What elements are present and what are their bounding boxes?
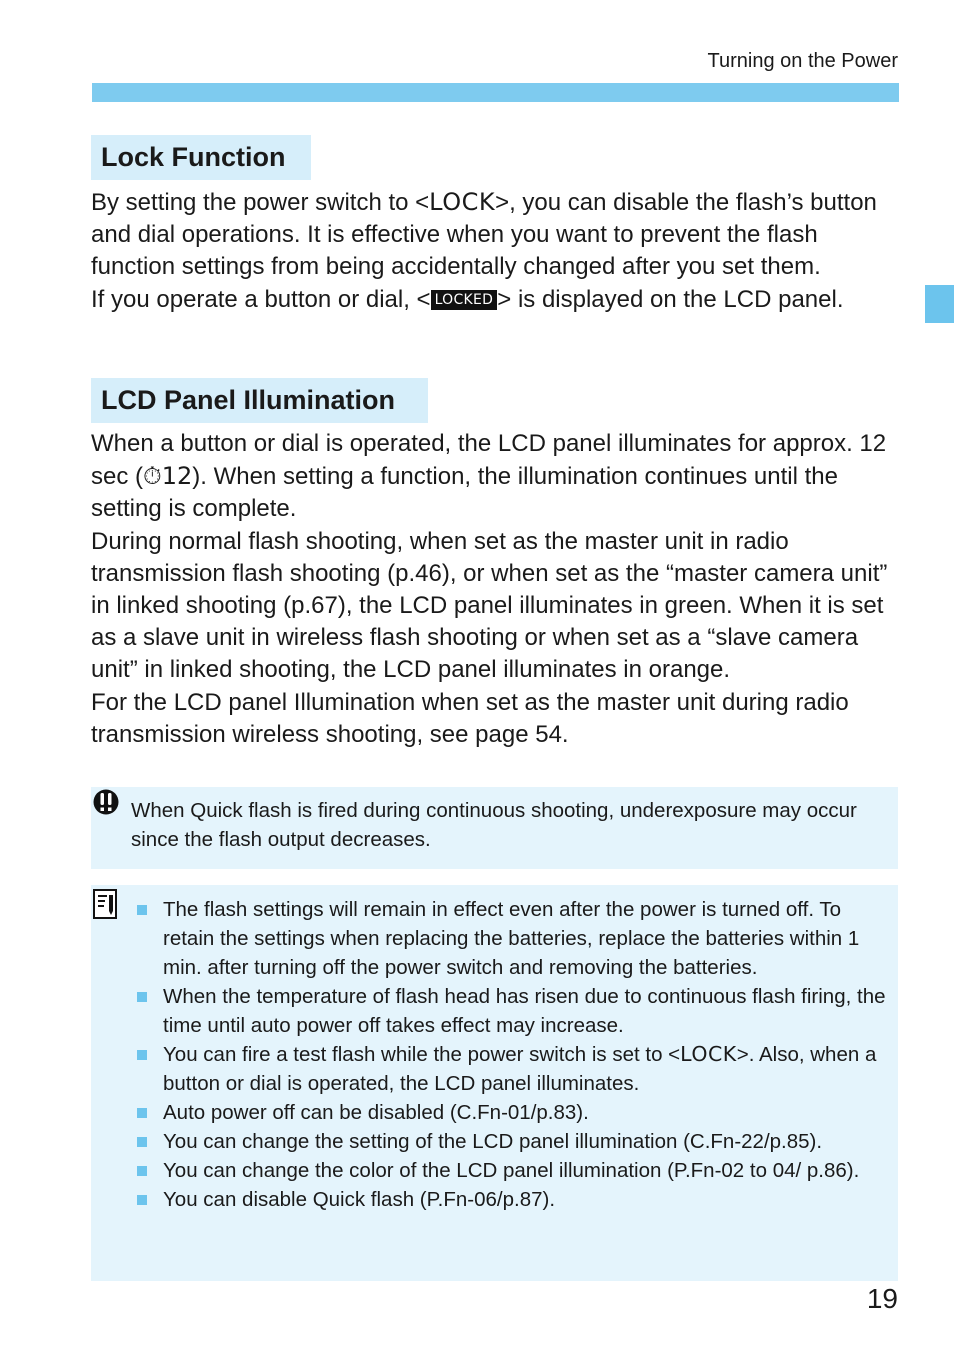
list-item-text: You can disable Quick flash (P.Fn-06/p.87). xyxy=(163,1188,556,1211)
list-item xyxy=(131,1040,891,1098)
section-title: Lock Function xyxy=(101,142,286,172)
list-item xyxy=(131,1185,891,1214)
list-item-text: You can change the color of the LCD panel illumination (P.Fn-02 to 04/ p.86). xyxy=(163,1159,860,1182)
list-item-text: When the temperature of flash head has risen due to continuous flash firing, the time until auto power off takes effect may increase. xyxy=(163,985,886,1037)
list-item-text: You can change the setting of the LCD panel illumination (C.Fn-22/p.85). xyxy=(163,1130,823,1153)
text-segment: If you operate a button or dial, < xyxy=(91,285,431,313)
list-item xyxy=(131,1098,891,1127)
list-item-text: Auto power off can be disabled (C.Fn-01/p.83). xyxy=(163,1101,589,1124)
text-segment: >. Also, when a button or dial is operated, the LCD panel illuminates. xyxy=(163,1043,877,1095)
bullet-icon xyxy=(137,1166,147,1176)
list-item xyxy=(131,1156,891,1185)
lock-paragraph-1 xyxy=(91,186,906,284)
memo-icon xyxy=(93,889,117,919)
bullet-icon xyxy=(137,1050,147,1060)
bullet-icon xyxy=(137,1195,147,1205)
text-segment: > is displayed on the LCD panel. xyxy=(497,285,844,313)
text-segment: >, you can disable the flash’s button and dial operations. It is effective when you want to prevent the flash function settings from being accidentally changed after you set them. xyxy=(91,189,877,281)
list-item xyxy=(131,895,891,982)
locked-icon: LOCKED xyxy=(431,290,498,310)
header-accent-bar xyxy=(92,83,899,102)
lcd-paragraph-1 xyxy=(91,428,906,526)
section-title: LCD Panel Illumination xyxy=(101,385,396,415)
caution-icon xyxy=(93,789,119,815)
lock-icon: LOCK xyxy=(680,1042,737,1066)
bullet-icon xyxy=(137,905,147,915)
text-segment: ). When setting a function, the illumination continues until the setting is complete. xyxy=(91,463,838,523)
lcd-illumination-body xyxy=(91,428,906,751)
lcd-paragraph-3: For the LCD panel Illumination when set as the master unit during radio transmission wireless shooting, see page 54. xyxy=(91,688,849,748)
list-item xyxy=(131,982,891,1040)
chapter-tab xyxy=(925,285,954,323)
page-number: 19 xyxy=(866,1283,898,1314)
lock-icon: LOCK xyxy=(429,188,496,216)
text-segment: You can fire a test flash while the power switch is set to < xyxy=(163,1043,681,1066)
bullet-icon xyxy=(137,1137,147,1147)
lock-function-body xyxy=(91,186,906,316)
list-item xyxy=(131,1127,891,1156)
list-item-text: The flash settings will remain in effect even after the power is turned off. To retain the settings when replacing the batteries, replace the batteries within 1 min. after turning off the power switch and removing the batteries. xyxy=(163,898,860,979)
bullet-icon xyxy=(137,1108,147,1118)
notes-box xyxy=(91,885,898,1281)
lock-paragraph-2 xyxy=(91,284,906,316)
section-heading-lcd-illumination xyxy=(91,378,428,423)
running-head: Turning on the Power xyxy=(707,50,898,72)
caution-box xyxy=(91,787,898,869)
section-heading-lock-function xyxy=(91,135,311,180)
text-segment: By setting the power switch to < xyxy=(91,189,430,216)
text-segment: When a button or dial is operated, the LCD panel illuminates for approx. 12 sec ( xyxy=(91,430,887,491)
timer-icon: ⏱12 xyxy=(143,462,193,491)
lcd-paragraph-2: During normal flash shooting, when set as the master unit in radio transmission flash shooting (p.46), or when set as the “master camera unit” in linked shooting (p.67), the LCD panel illuminates in green. When it is set as a slave unit in wireless flash shooting or when set as a “slave camera unit” in linked shooting, the LCD panel illuminates in orange. xyxy=(91,527,888,684)
bullet-icon xyxy=(137,992,147,1002)
caution-text: When Quick flash is fired during continuous shooting, underexposure may occur since the flash output decreases. xyxy=(131,799,857,851)
notes-list xyxy=(131,895,891,1214)
